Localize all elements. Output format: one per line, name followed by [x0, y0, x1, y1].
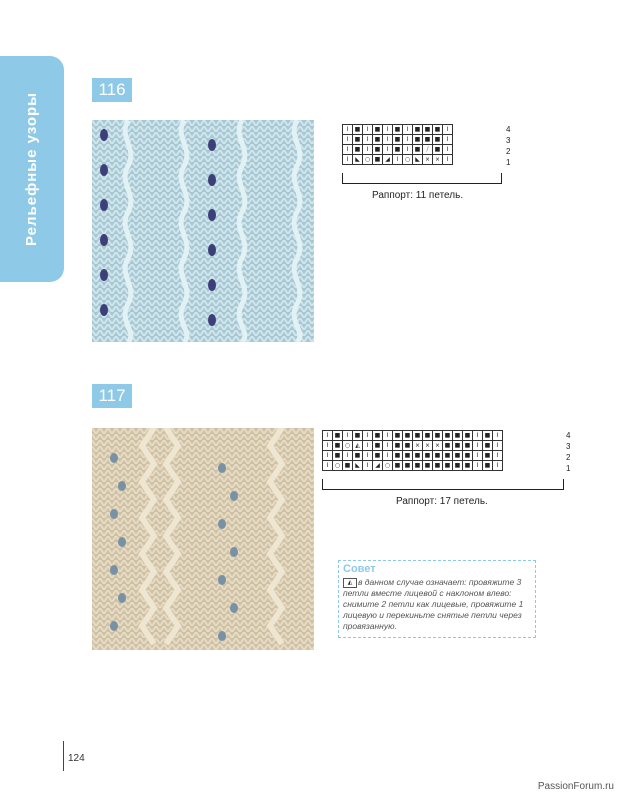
chart-117-cell: I [323, 451, 333, 461]
chart-116-cell: ◣ [353, 155, 363, 165]
chart-117-cell: ■ [353, 451, 363, 461]
chart-116-cell: I [363, 145, 373, 155]
chart-117-cell: I [493, 461, 503, 471]
chart-117-cell: ■ [333, 451, 343, 461]
chart-116-cell: I [363, 125, 373, 135]
chart-117-cell: ○ [383, 461, 393, 471]
chart-116-cell: ■ [423, 135, 433, 145]
knit-photo-117 [92, 428, 314, 650]
chart-117-cell: ■ [373, 451, 383, 461]
chart-117-cell: ■ [463, 431, 473, 441]
chart-117-cell: I [363, 451, 373, 461]
chart-117-cell: ■ [423, 431, 433, 441]
chart-117-cell: ■ [453, 431, 463, 441]
chart-116-cell: I [443, 135, 453, 145]
chart-116-cell: ■ [393, 125, 403, 135]
chart-117-cell: I [323, 431, 333, 441]
chart-117-cell: I [383, 441, 393, 451]
chart-117-row [323, 431, 503, 441]
chart-117-cell: ■ [373, 441, 383, 451]
chart-117-cell: ■ [373, 431, 383, 441]
chart-116-cell: ◢ [383, 155, 393, 165]
chart-117-cell: I [363, 461, 373, 471]
chart-117-cell: ■ [413, 461, 423, 471]
chart-117-cell: ■ [483, 451, 493, 461]
chart-117-cell: ■ [433, 431, 443, 441]
chart-117-cell: ⨯ [433, 441, 443, 451]
footer-watermark: PassionForum.ru [537, 781, 614, 792]
chart-116-cell: I [443, 125, 453, 135]
chart-117-cell: I [473, 431, 483, 441]
chart-117-cell: ■ [483, 441, 493, 451]
chart-116-cell: ■ [433, 135, 443, 145]
chart-116-cell: ■ [413, 135, 423, 145]
chart-117-cell: ■ [453, 461, 463, 471]
page-number-divider [63, 741, 64, 771]
chart-117-cell: I [363, 431, 373, 441]
page-number: 124 [68, 753, 85, 764]
chart-117-cell: ■ [393, 431, 403, 441]
chart-117-cell: ◭ [353, 441, 363, 451]
rapport-bracket-116 [342, 173, 502, 184]
chart-117-cell: ■ [333, 441, 343, 451]
chart-117-cell: ■ [483, 461, 493, 471]
chart-117-cell: I [343, 431, 353, 441]
knit-chart-117 [322, 430, 503, 471]
chart-117-cell: I [493, 431, 503, 441]
chart-117-cell: ■ [463, 451, 473, 461]
chart-116-cell: ■ [413, 145, 423, 155]
pattern-number-117: 117 [92, 384, 132, 408]
chart-117-cell: I [323, 441, 333, 451]
chart-117-cell: ■ [443, 461, 453, 471]
chart-116-cell: I [383, 135, 393, 145]
chart-117-cell: I [383, 431, 393, 441]
chart-117-cell: ■ [403, 451, 413, 461]
chart-117-cell: I [473, 451, 483, 461]
chart-117-cell: I [493, 441, 503, 451]
chart-116-cell: I [343, 125, 353, 135]
chart-117-cell: ⨯ [413, 441, 423, 451]
chart-116-row [343, 155, 453, 165]
chart-116-cell: I [403, 135, 413, 145]
chart-116-cell: ⨯ [423, 155, 433, 165]
chart-117-cell: I [473, 441, 483, 451]
pattern-number-116: 116 [92, 78, 132, 102]
chart-117-cell: ○ [333, 461, 343, 471]
chart-117-cell: I [363, 441, 373, 451]
chart-116-cell: I [383, 125, 393, 135]
chart-116-row [343, 125, 453, 135]
chart-116-cell: I [443, 145, 453, 155]
chart-117-cell: ■ [423, 461, 433, 471]
chart-117-cell: ■ [353, 431, 363, 441]
chart-117-cell: ■ [393, 441, 403, 451]
decrease-symbol-icon: ◭ [343, 578, 357, 588]
chart-116-cell: ■ [393, 145, 403, 155]
chart-116-cell: ■ [393, 135, 403, 145]
chart-117-row [323, 451, 503, 461]
chart-117-cell: I [383, 451, 393, 461]
chart-116-row [343, 145, 453, 155]
chart-116-cell: I [403, 145, 413, 155]
chart-116-cell: I [443, 155, 453, 165]
chart-117-cell: I [473, 461, 483, 471]
chart-116-cell: ○ [363, 155, 373, 165]
row-numbers-116: 4 3 2 1 [506, 125, 511, 167]
chart-116-row [343, 135, 453, 145]
chart-117-cell: ■ [423, 451, 433, 461]
chart-117-cell: ■ [443, 431, 453, 441]
chart-117-cell: ■ [443, 451, 453, 461]
chart-117-cell: ■ [393, 461, 403, 471]
knit-chart-116 [342, 124, 453, 165]
rapport-116: Раппорт: 11 петель. [372, 190, 464, 201]
chart-116-cell: I [363, 135, 373, 145]
chart-117-cell: I [343, 451, 353, 461]
chart-117-cell: ■ [463, 441, 473, 451]
chart-117-cell: ■ [333, 431, 343, 441]
chart-117-cell: ■ [393, 451, 403, 461]
chart-116-cell: ■ [373, 125, 383, 135]
chart-117-cell: ■ [403, 441, 413, 451]
chart-116-cell: ◣ [413, 155, 423, 165]
chart-116-cell: I [393, 155, 403, 165]
chart-117-cell: ■ [433, 461, 443, 471]
chart-117-cell: ⨯ [423, 441, 433, 451]
chart-117-cell: ■ [413, 431, 423, 441]
chart-117-cell: ○ [343, 441, 353, 451]
chart-117-row [323, 441, 503, 451]
chart-116-cell: ■ [433, 125, 443, 135]
rapport-117: Раппорт: 17 петель. [396, 496, 488, 507]
chart-116-cell: ■ [353, 145, 363, 155]
row-numbers-117: 4 3 2 1 [566, 431, 571, 473]
rapport-bracket-117 [322, 479, 564, 490]
tip-title: Совет [343, 563, 376, 575]
knit-photo-116 [92, 120, 314, 342]
chart-116-cell: ⨯ [433, 155, 443, 165]
chart-116-cell: ■ [353, 125, 363, 135]
chart-117-cell: ■ [483, 431, 493, 441]
chart-117-cell: I [323, 461, 333, 471]
chart-117-cell: ■ [453, 441, 463, 451]
chart-116-cell: I [343, 155, 353, 165]
chart-117-cell: ■ [403, 431, 413, 441]
chart-117-cell: ■ [403, 461, 413, 471]
chart-117-cell: ■ [443, 441, 453, 451]
chart-116-cell: ■ [373, 135, 383, 145]
chart-117-cell: ■ [453, 451, 463, 461]
chart-116-cell: I [343, 145, 353, 155]
tip-text: в данном случае означает: провяжите 3 петли вместе лицевой с наклоном влево: снимите 2 петли как лицевые, провяжите 1 лицевую и перекиньте снятые петли через провязанную. [343, 577, 524, 631]
chart-116-cell: ■ [433, 145, 443, 155]
chart-117-cell: ■ [343, 461, 353, 471]
chart-117-cell: ◣ [353, 461, 363, 471]
tip-box [338, 560, 536, 638]
chart-117-cell: ■ [433, 451, 443, 461]
chart-116-cell: ■ [373, 145, 383, 155]
chart-117-cell: I [493, 451, 503, 461]
chart-116-cell: I [343, 135, 353, 145]
chart-116-cell: ⧸ [423, 145, 433, 155]
chart-117-cell: ■ [463, 461, 473, 471]
chart-117-row [323, 461, 503, 471]
section-title: Рельефные узоры [23, 92, 40, 246]
chart-117-cell: ◢ [373, 461, 383, 471]
chart-116-cell: I [383, 145, 393, 155]
chart-116-cell: I [403, 125, 413, 135]
chart-116-cell: ■ [413, 125, 423, 135]
chart-116-cell: ■ [353, 135, 363, 145]
chart-116-cell: ■ [373, 155, 383, 165]
chart-116-cell: ■ [423, 125, 433, 135]
chart-117-cell: ■ [413, 451, 423, 461]
chart-116-cell: ○ [403, 155, 413, 165]
